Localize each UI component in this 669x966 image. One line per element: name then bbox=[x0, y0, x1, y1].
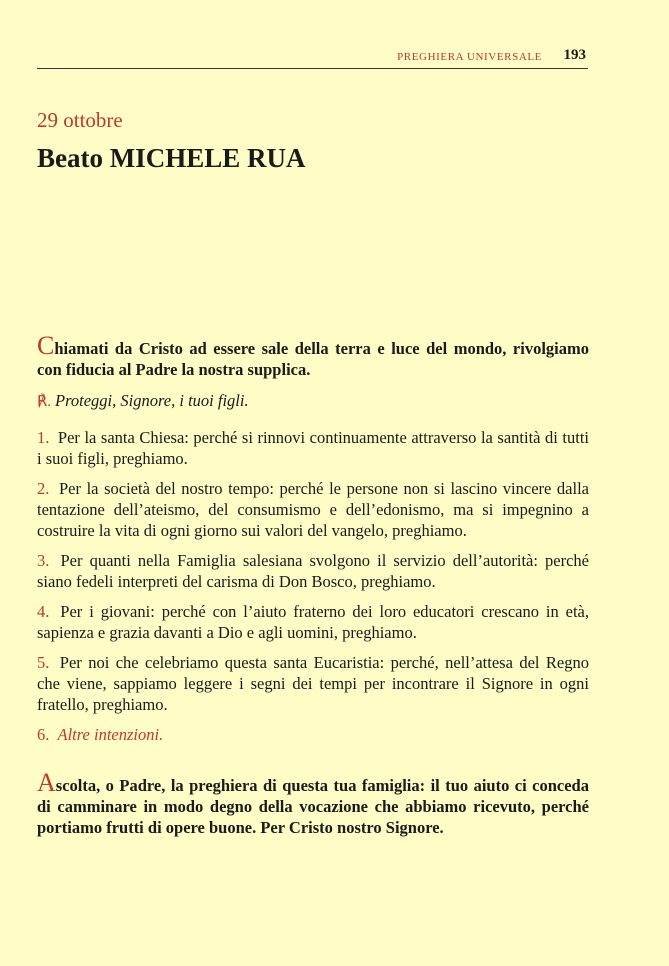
invitation-dropcap: C bbox=[37, 331, 55, 360]
intention-text: Per la santa Chiesa: perché si rinnovi continuamente attraverso la santità di tutti i suoi figli, preghiamo. bbox=[37, 428, 589, 468]
intention-item bbox=[37, 478, 589, 541]
running-header bbox=[37, 46, 588, 69]
intention-text: Per noi che celebriamo questa santa Eucaristia: perché, nell’attesa del Regno che viene, sappiamo leggere i segni dei tempi per incontrare il Signore in ogni fratello, preghiamo. bbox=[37, 653, 589, 714]
conclusion-dropcap: A bbox=[37, 768, 56, 797]
intention-text: Per la società del nostro tempo: perché le persone non si lascino vincere dalla tentazione dell’ateismo, del consumismo e dell’edonismo, ma si impegnino a costruire la vita di ogni giorno sui valori del vangelo, preghiamo. bbox=[37, 479, 589, 540]
intention-text: Per quanti nella Famiglia salesiana svolgono il servizio dell’autorità: perché siano fedeli interpreti del carisma di Don Bosco, preghiamo. bbox=[37, 551, 590, 591]
response-symbol: ℟. bbox=[37, 394, 52, 410]
intention-item bbox=[37, 601, 589, 643]
conclusion-text: scolta, o Padre, la preghiera di questa tua famiglia: il tuo aiuto ci conceda di camminare in modo degno della vocazione che abbiamo ricevuto, perché portiamo frutti di opere buone. Per Cristo nostro Signore. bbox=[37, 776, 589, 837]
response-text: Proteggi, Signore, i tuoi figli. bbox=[55, 391, 249, 410]
intention-number: 1. bbox=[37, 428, 50, 447]
invitation-text: hiamati da Cristo ad essere sale della terra e luce del mondo, rivolgiamo con fiducia al Padre la nostra supplica. bbox=[37, 339, 589, 379]
header-section-title: PREGHIERA UNIVERSALE bbox=[397, 51, 542, 63]
intention-number: 6. bbox=[37, 725, 50, 744]
page-title: Beato MICHELE RUA bbox=[37, 143, 306, 173]
invitation-paragraph bbox=[37, 331, 589, 380]
intention-text: Per i giovani: perché con l’aiuto fraterno dei loro educatori crescano in età, sapienza e grazia davanti a Dio e agli uomini, preghiamo. bbox=[37, 602, 590, 642]
conclusion-paragraph bbox=[37, 768, 589, 838]
intention-item bbox=[37, 427, 589, 469]
intention-number: 3. bbox=[37, 551, 50, 570]
intention-text: Altre intenzioni. bbox=[57, 725, 164, 744]
prayer-content bbox=[37, 331, 590, 838]
intention-number: 2. bbox=[37, 479, 50, 498]
intention-item bbox=[37, 550, 589, 592]
intention-item bbox=[37, 652, 589, 715]
intention-number: 5. bbox=[37, 653, 50, 672]
intention-item-other bbox=[37, 724, 589, 745]
page-number: 193 bbox=[563, 47, 586, 63]
intention-number: 4. bbox=[37, 602, 50, 621]
response-line bbox=[37, 390, 589, 413]
feast-date: 29 ottobre bbox=[37, 108, 123, 132]
